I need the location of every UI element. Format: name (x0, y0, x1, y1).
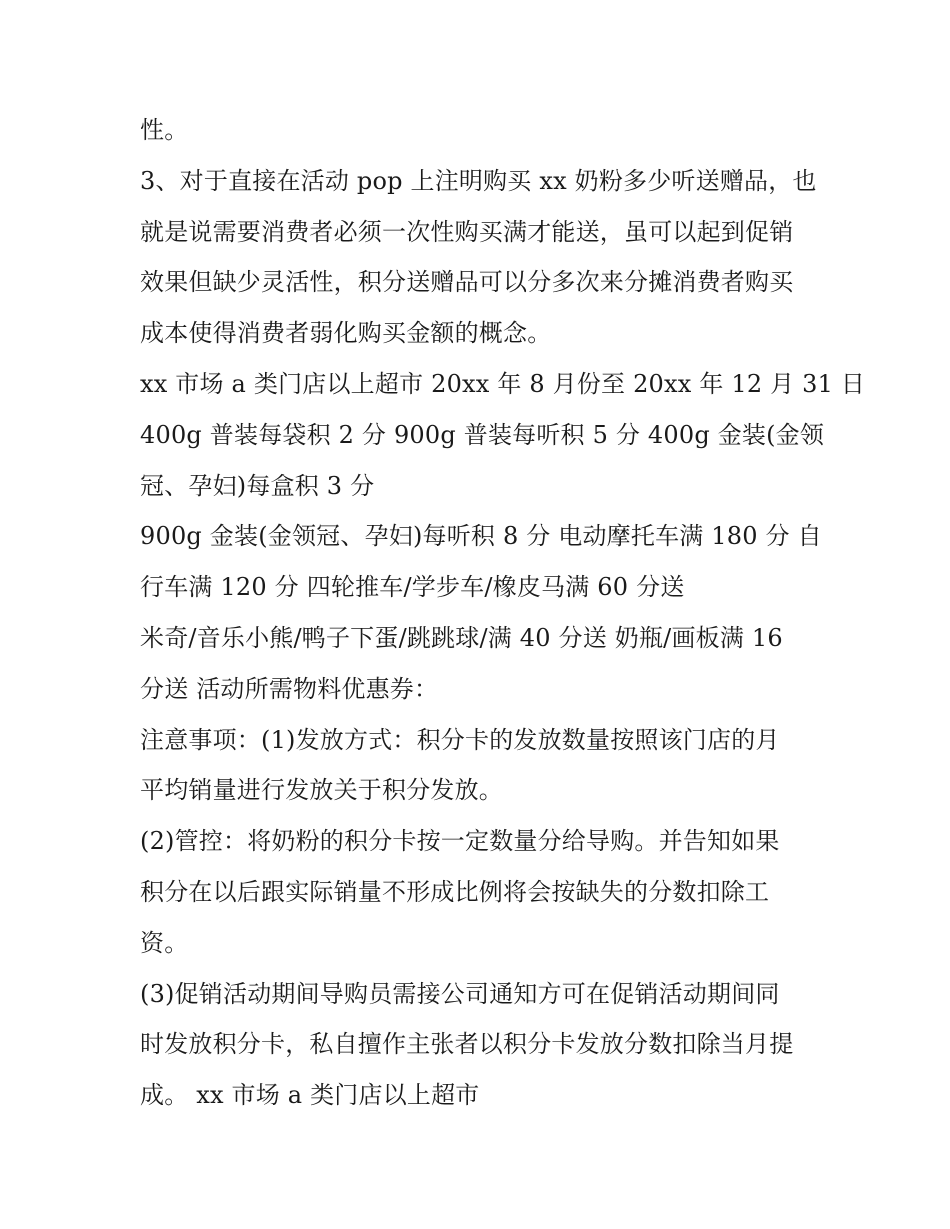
text-line: 3、对于直接在活动 pop 上注明购买 xx 奶粉多少听送赠品，也 (140, 166, 817, 195)
text-line: (2)管控：将奶粉的积分卡按一定数量分给导购。并告知如果 (140, 827, 780, 856)
text-line: 成本使得消费者弱化购买金额的概念。 (140, 319, 552, 348)
text-line: 冠、孕妇)每盒积 3 分 (140, 471, 375, 500)
text-line: 400g 普装每袋积 2 分 900g 普装每听积 5 分 400g 金装(金领 (140, 420, 825, 449)
document-body (140, 105, 866, 1121)
text-line: 资。 (140, 928, 189, 957)
text-line: 平均销量进行发放关于积分发放。 (140, 776, 503, 805)
text-line: 900g 金装(金领冠、孕妇)每听积 8 分 电动摩托车满 180 分 自 (140, 522, 822, 551)
text-line: 行车满 120 分 四轮推车/学步车/橡皮马满 60 分送 (140, 573, 685, 602)
text-line: (3)促销活动期间导购员需接公司通知方可在促销活动期间同 (140, 979, 780, 1008)
text-line: 效果但缺少灵活性，积分送赠品可以分多次来分摊消费者购买 (140, 268, 794, 297)
text-line: 积分在以后跟实际销量不形成比例将会按缺失的分数扣除工 (140, 877, 770, 906)
text-line: 米奇/音乐小熊/鸭子下蛋/跳跳球/满 40 分送 奶瓶/画板满 16 (140, 623, 783, 652)
text-line: 注意事项：(1)发放方式：积分卡的发放数量按照该门店的月 (140, 725, 780, 754)
text-line: 性。 (140, 116, 189, 144)
text-line: 就是说需要消费者必须一次性购买满才能送，虽可以起到促销 (140, 217, 794, 246)
text-line: xx 市场 a 类门店以上超市 20xx 年 8 月份至 20xx 年 12 月 31 日 (140, 369, 866, 398)
text-line: 分送 活动所需物料优惠券： (140, 674, 439, 703)
text-line: 时发放积分卡，私自擅作主张者以积分卡发放分数扣除当月提 (140, 1030, 794, 1059)
text-line: 成。 xx 市场 a 类门店以上超市 (140, 1081, 480, 1110)
